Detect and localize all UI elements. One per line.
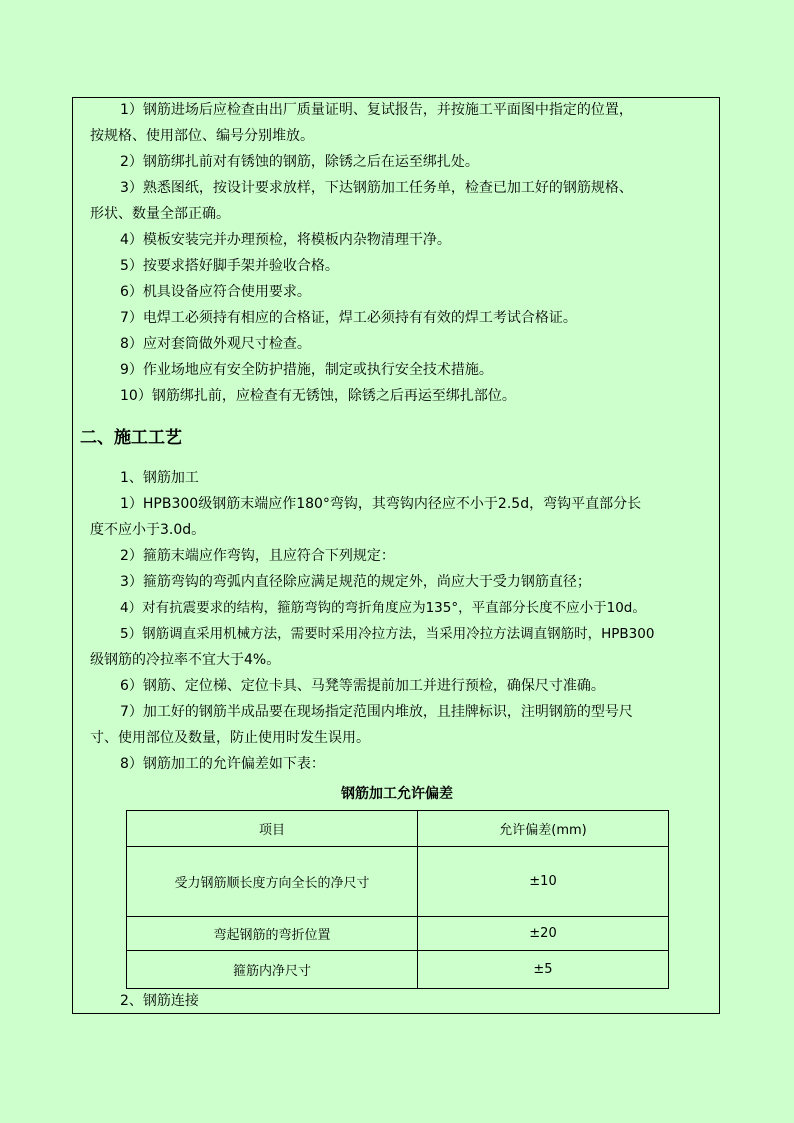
- table-row: [127, 847, 669, 917]
- header-item: 项目: [127, 811, 418, 847]
- next-subheading: 2、钢筋连接: [120, 993, 199, 1009]
- table-header-row: [127, 811, 669, 847]
- process-subheading: 1、钢筋加工: [120, 470, 199, 486]
- deviation-table: [126, 810, 669, 989]
- process-item-4: 4）对有抗震要求的结构，箍筋弯钩的弯折角度应为135°，平直部分长度不应小于10d。: [120, 600, 646, 616]
- process-item-6: 6）钢筋、定位梯、定位卡具、马凳等需提前加工并进行预检，确保尺寸准确。: [120, 678, 605, 694]
- process-item-3: 3）箍筋弯钩的弯弧内直径除应满足规范的规定外，尚应大于受力钢筋直径；: [120, 574, 591, 590]
- process-item-1-line-1: 1）HPB300级钢筋末端应作180°弯钩，其弯钩内径应不小于2.5d，弯钩平直部分长: [120, 496, 642, 512]
- process-item-5-line-2: 级钢筋的冷拉率不宜大于4%。: [90, 652, 281, 668]
- prep-item-1-line-1: 1）钢筋进场后应检查由出厂质量证明、复试报告，并按施工平面图中指定的位置，: [120, 102, 633, 118]
- prep-item-6: 6）机具设备应符合使用要求。: [120, 284, 311, 300]
- header-tolerance: 允许偏差(mm): [418, 811, 669, 847]
- prep-item-8: 8）应对套筒做外观尺寸检查。: [120, 336, 311, 352]
- row-tolerance: ±10: [418, 847, 669, 917]
- prep-item-3-line-2: 形状、数量全部正确。: [90, 206, 230, 222]
- section-heading: 二、施工工艺: [80, 428, 182, 448]
- prep-item-7: 7）电焊工必须持有相应的合格证，焊工必须持有有效的焊工考试合格证。: [120, 310, 577, 326]
- process-item-7-line-1: 7）加工好的钢筋半成品要在现场指定范围内堆放，且挂牌标识，注明钢筋的型号尺: [120, 704, 633, 720]
- table-row: [127, 951, 669, 989]
- process-item-8: 8）钢筋加工的允许偏差如下表：: [120, 756, 325, 772]
- prep-item-5: 5）按要求搭好脚手架并验收合格。: [120, 258, 339, 274]
- row-tolerance: ±20: [418, 917, 669, 951]
- prep-item-4: 4）模板安装完并办理预检，将模板内杂物清理干净。: [120, 232, 451, 248]
- row-item: 箍筋内净尺寸: [127, 951, 418, 989]
- process-item-5-line-1: 5）钢筋调直采用机械方法，需要时采用冷拉方法，当采用冷拉方法调直钢筋时，HPB300: [120, 626, 655, 642]
- process-item-1-line-2: 度不应小于3.0d。: [90, 522, 206, 538]
- prep-item-3-line-1: 3）熟悉图纸，按设计要求放样，下达钢筋加工任务单，检查已加工好的钢筋规格、: [120, 180, 633, 196]
- row-item: 弯起钢筋的弯折位置: [127, 917, 418, 951]
- process-item-7-line-2: 寸、使用部位及数量，防止使用时发生误用。: [90, 730, 370, 746]
- process-item-2: 2）箍筋末端应作弯钩，且应符合下列规定：: [120, 548, 395, 564]
- prep-item-9: 9）作业场地应有安全防护措施，制定或执行安全技术措施。: [120, 362, 493, 378]
- row-tolerance: ±5: [418, 951, 669, 989]
- prep-item-1-line-2: 按规格、使用部位、编号分别堆放。: [90, 128, 314, 144]
- prep-item-2: 2）钢筋绑扎前对有锈蚀的钢筋，除锈之后在运至绑扎处。: [120, 154, 479, 170]
- table-title: 钢筋加工允许偏差: [341, 786, 453, 802]
- table-row: [127, 917, 669, 951]
- prep-item-10: 10）钢筋绑扎前，应检查有无锈蚀，除锈之后再运至绑扎部位。: [120, 388, 516, 404]
- row-item: 受力钢筋顺长度方向全长的净尺寸: [127, 847, 418, 917]
